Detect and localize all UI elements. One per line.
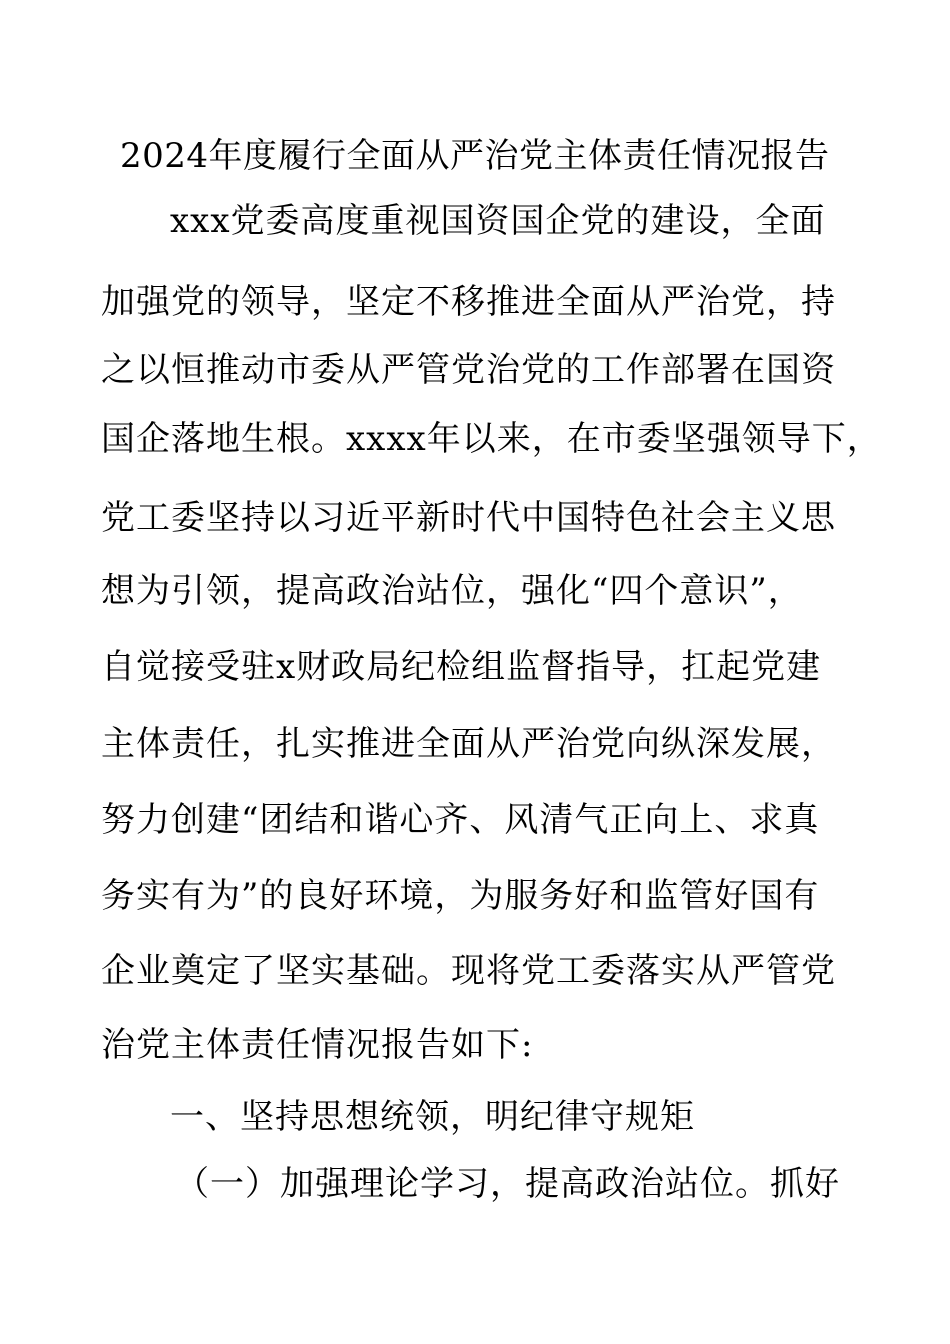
- paragraph-line: 主体责任，扎实推进全面从严治党向纵深发展，: [101, 724, 836, 764]
- paragraph-line: 国企落地生根。xxxx年以来，在市委坚强领导下，: [101, 419, 882, 459]
- section-heading: 一、坚持思想统领，明纪律守规矩: [170, 1097, 695, 1137]
- paragraph-line: 想为引领，提高政治站位，强化“四个意识”，: [101, 571, 803, 611]
- paragraph-line: 务实有为”的良好环境，为服务好和监管好国有: [101, 876, 820, 916]
- paragraph-line: 努力创建“团结和谐心齐、风清气正向上、求真: [101, 800, 820, 840]
- paragraph-line: 之以恒推动市委从严管党治党的工作部署在国资: [101, 350, 836, 390]
- paragraph-line: xxx党委高度重视国资国企党的建设，全面: [170, 201, 826, 241]
- paragraph-line: 自觉接受驻x财政局纪检组监督指导，扛起党建: [101, 647, 822, 687]
- paragraph-line: 治党主体责任情况报告如下:: [101, 1025, 534, 1065]
- subsection-line: （一）加强理论学习，提高政治站位。抓好: [175, 1164, 840, 1204]
- document-title: 2024年度履行全面从严治党主体责任情况报告: [120, 136, 830, 176]
- paragraph-line: 党工委坚持以习近平新时代中国特色社会主义思: [101, 498, 836, 538]
- paragraph-line: 企业奠定了坚实基础。现将党工委落实从严管党: [101, 951, 836, 991]
- paragraph-line: 加强党的领导，坚定不移推进全面从严治党，持: [101, 282, 836, 322]
